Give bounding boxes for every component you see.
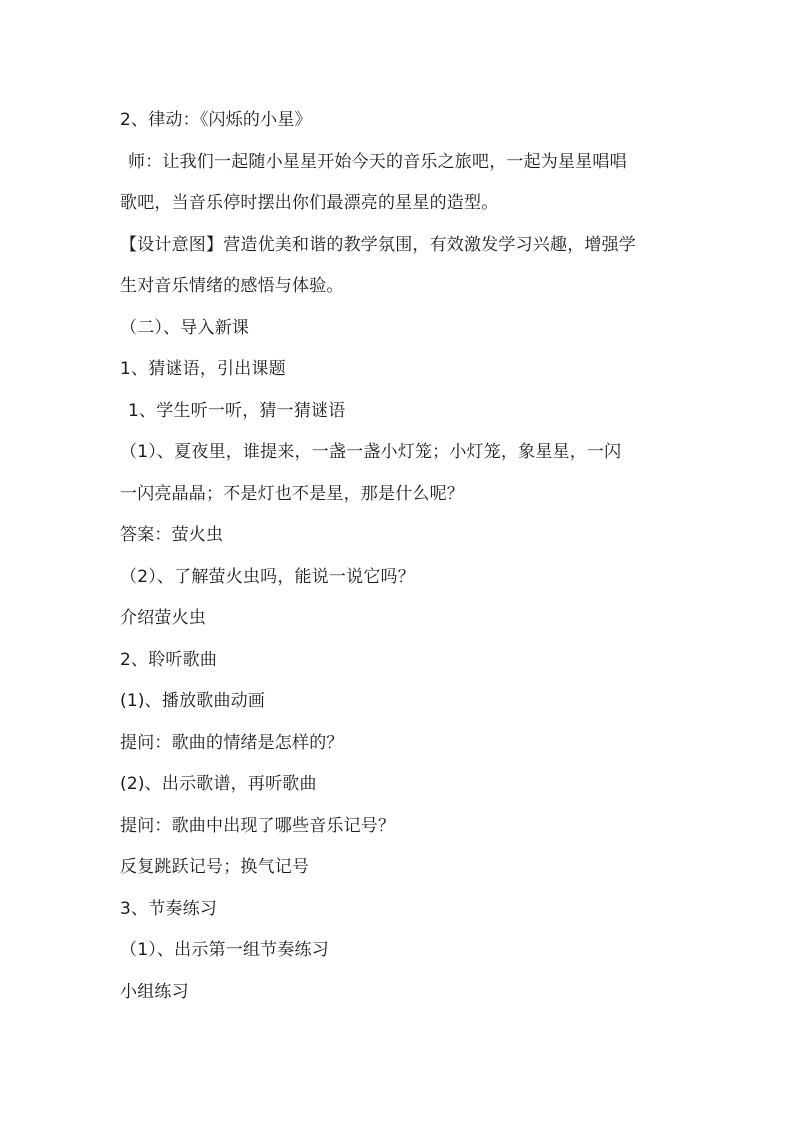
subheading-listen-song: 2、聆听歌曲 [120,649,218,670]
question-music-symbols: 提问：歌曲中出现了哪些音乐记号？ [120,815,396,836]
rhythm-practice-step: （1）、出示第一组节奏练习 [120,940,329,960]
riddle-instruction: 1、学生听一听，猜一猜谜语 [128,400,346,421]
teacher-speech-line-1: 师：让我们一起随小星星开始今天的音乐之旅吧，一起为星星唱唱 [128,151,627,172]
design-intent-line-1: 【设计意图】营造优美和谐的教学氛围，有效激发学习兴趣，增强学 [120,234,636,255]
firefly-intro: 介绍萤火虫 [120,608,206,628]
subheading-rhythm-practice: 3、节奏练习 [120,898,218,919]
heading-rhythm-activity: 2、律动：《闪烁的小星》 [120,110,312,130]
riddle-answer: 答案：萤火虫 [120,525,224,545]
group-practice: 小组练习 [120,981,189,1002]
question-song-mood: 提问：歌曲的情绪是怎样的？ [120,732,344,753]
teacher-speech-line-2: 歌吧，当音乐停时摆出你们最漂亮的星星的造型。 [120,193,499,213]
design-intent-line-2: 生对音乐情绪的感悟与体验。 [120,276,344,296]
section-heading-new-lesson: （二）、导入新课 [120,317,250,338]
show-score-step: (2)、出示歌谱，再听歌曲 [120,774,317,794]
riddle-text-line-1: （1）、夏夜里，谁提来，一盏一盏小灯笼；小灯笼，象星星，一闪 [120,442,622,462]
document-body [120,100,680,1013]
subheading-riddle: 1、猜谜语，引出课题 [120,359,286,379]
riddle-text-line-2: 一闪亮晶晶；不是灯也不是星，那是什么呢？ [120,483,464,504]
play-animation-step: (1)、播放歌曲动画 [120,691,266,711]
firefly-question: （2）、了解萤火虫吗，能说一说它吗？ [120,566,415,587]
answer-music-symbols: 反复跳跃记号；换气记号 [120,857,310,877]
